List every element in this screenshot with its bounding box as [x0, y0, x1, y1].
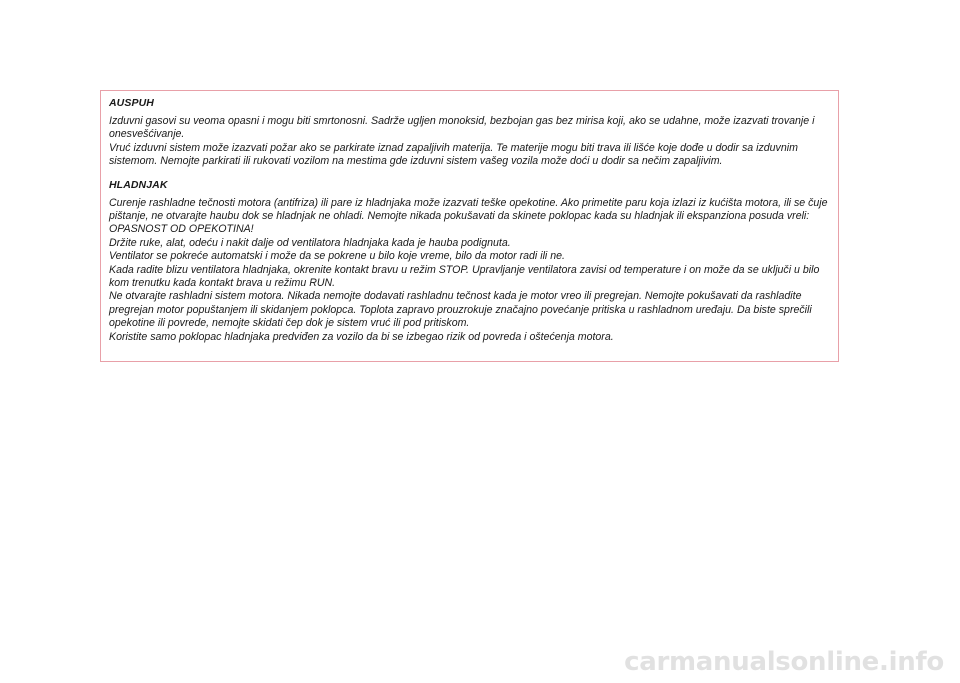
paragraph: Ne otvarajte rashladni sistem motora. Nikada nemojte dodavati rashladnu tečnost kada je motor vreo ili pregrejan. Nemojte pokušavati da rashladite pregrejan motor popuštanjem ili skidanjem poklopca. Toplota zapravo prouzrokuje značajno povećanje pritiska u rashladnom uređaju. Da biste sprečili opekotine ili povrede, nemojte skidati čep dok je sistem vruć ili pod pritiskom.	[109, 290, 812, 330]
paragraph: Kada radite blizu ventilatora hladnjaka, okrenite kontakt bravu u režim STOP. Upravljanje ventilatora zavisi od temperature i on može da se uključi u bilo kom trenutku kada kontakt brava u režimu RUN.	[109, 263, 820, 290]
paragraph: Ventilator se pokreće automatski i može da se pokrene u bilo koje vreme, bilo da motor radi ili ne.	[109, 250, 565, 263]
paragraph: Vruć izduvni sistem može izazvati požar ako se parkirate iznad zapaljivih materija. Te materije mogu biti trava ili lišće koje dođe u dodir sa izduvnim sistemom. Nemojte parkirati ili rukovati vozilom na mestima gde izduvni sistem vašeg vozila može doći u dodir sa nečim zapaljivim.	[109, 141, 798, 168]
section-heading: HLADNJAK	[109, 178, 168, 191]
paragraph: Koristite samo poklopac hladnjaka predviđen za vozilo da bi se izbegao rizik od povreda i oštećenja motora.	[109, 330, 614, 343]
section-auspuh	[109, 97, 830, 169]
paragraph: Izduvni gasovi su veoma opasni i mogu biti smrtonosni. Sadrže ugljen monoksid, bezbojan gas bez mirisa koji, ako se udahne, može izazvati trovanje i onesvešćivanje.	[109, 115, 815, 141]
paragraph: Držite ruke, alat, odeću i nakit dalje od ventilatora hladnjaka kada je hauba podignuta.	[109, 236, 511, 249]
section-heading: AUSPUH	[109, 97, 154, 109]
paragraph: Curenje rashladne tečnosti motora (antifriza) ili pare iz hladnjaka može izazvati teške opekotine. Ako primetite paru koja izlazi iz kućišta motora, ili se čuje pištanje, ne otvarajte haubu dok se hladnjak ne ohladi. Nemojte nikada pokušavati da skinete poklopac kada su hladnjak ili ekspanziona posuda vreli: OPASNOST OD OPEKOTINA!	[109, 196, 828, 236]
section-hladnjak	[109, 179, 830, 344]
watermark: carmanualsonline.info	[624, 647, 944, 677]
warning-box	[100, 90, 839, 362]
